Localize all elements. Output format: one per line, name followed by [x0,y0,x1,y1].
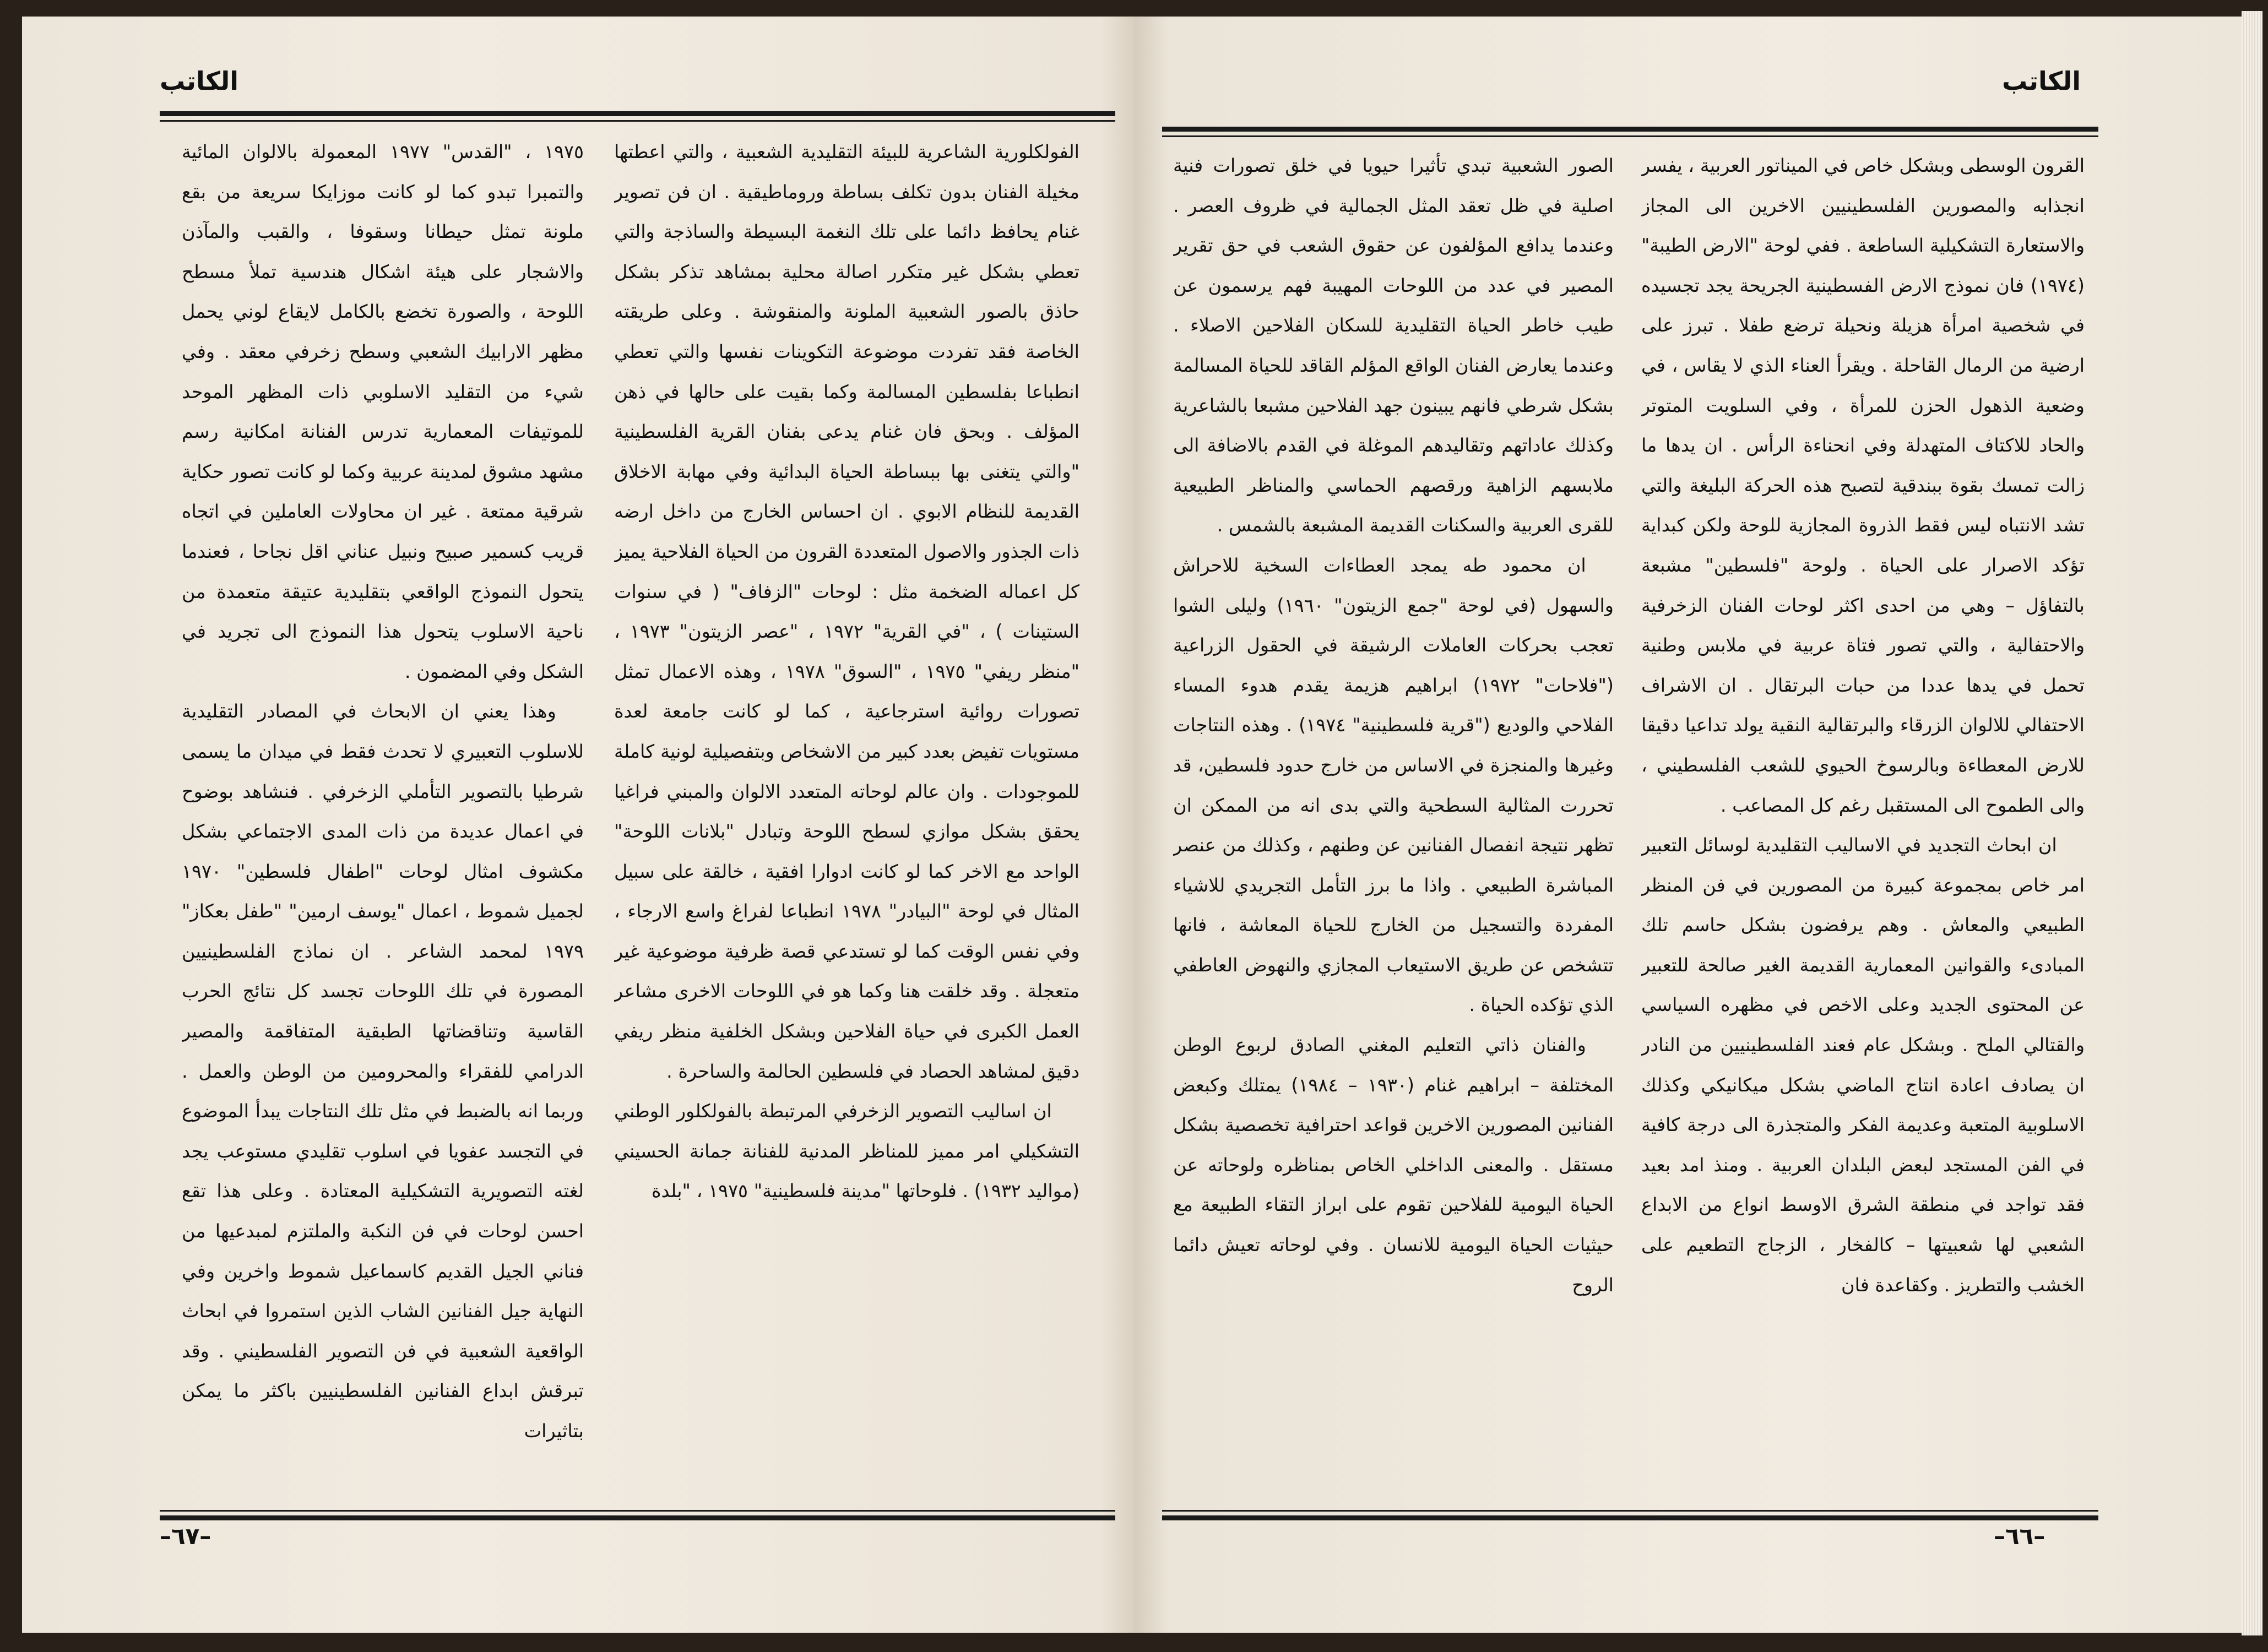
paragraph: والفنان ذاتي التعليم المغني الصادق لربوع الوطن المختلفة – ابراهيم غنام (١٩٣٠ – ١٩٨٤) يمتلك وكبعض الفنانين المصورين الاخرين قواعد احترافية تخصصية بشكل مستقل . والمعنى الداخلي الخاص بمناظره ولوحاته عن الحياة اليومية للفلاحين تقوم على ابراز التقاء الطبيعة مع حيثيات الحياة اليومية للانسان . وفي لوحاته تعيش دائما الروح [1173,1034,1614,1296]
paragraph: ان ابحاث التجديد في الاساليب التقليدية لوسائل التعبير امر خاص بمجموعة كبيرة من المصورين في فن المنظر الطبيعي والمعاش . وهم يرفضون بشكل حاسم تلك المبادىء والقوانين المعمارية القديمة الغير صالحة للتعبير عن المحتوى الجديد وعلى الاخص في مظهره السياسي والقتالي الملح . وبشكل عام فعند الفلسطينيين من النادر ان يصادف اعادة انتاج الماضي بشكل ميكانيكي وكذلك الاسلوبية المتعبة وعديمة الفكر والمتجذرة الى درجة كافية في الفن المستجد لبعض البلدان العربية . ومنذ امد بعيد فقد تواجد في منطقة الشرق الاوسط انواع من الابداع الشعبي لها شعبيتها – كالفخار ، الزجاج التطعيم على الخشب والتطريز . وكقاعدة فان [1641,834,2085,1296]
page-number-left: –٦٧– [160,1523,211,1550]
page-number-right: –٦٦– [1994,1523,2045,1550]
paragraph: وهذا يعني ان الابحاث في المصادر التقليدية للاسلوب التعبيري لا تحدث فقط في ميدان ما يسمى شرطيا بالتصوير التأملي الزخرفي . فنشاهد بوضوح في اعمال عديدة من ذات المدى الاجتماعي بشكل مكشوف امثال لوحات "اطفال فلسطين" ١٩٧٠ لجميل شموط ، اعمال "يوسف ارمين" "طفل بعكاز" ١٩٧٩ لمحمد الشاعر . ان نماذج الفلسطينيين المصورة في تلك اللوحات تجسد كل نتائج الحرب القاسية وتناقضاتها الطبقية المتفاقمة والمصير الدرامي للفقراء والمحرومين من الوطن والعمل . وربما انه بالضبط في مثل تلك النتاجات يبدأ الموضوع في التجسد عفويا في اسلوب تقليدي مستوعب يجد لغته التصويرية التشكيلية المعتادة . وعلى هذا تقع احسن لوحات في فن النكبة والملتزم لمبدعيها من فناني الجيل القديم كاسماعيل شموط واخرين وفي النهاية جيل الفنانين الشاب الذين استمروا في ابحاث الواقعية الشعبية في فن التصوير الفلسطيني . وقد تبرقش ابداع الفنانين الفلسطينيين باكثر ما يمكن بتاثيرات [182,700,584,1442]
paragraph: ١٩٧٥ ، "القدس" ١٩٧٧ المعمولة بالالوان المائية والتمبرا تبدو كما لو كانت موزايكا سريعة من بقع ملونة تمثل حيطانا وسقوفا ، والقبب والمآذن والاشجار على هيئة اشكال هندسية تملأ مسطح اللوحة ، والصورة تخضع بالكامل لايقاع لوني يحمل مظهر الارابيك الشعبي وسطح زخرفي معقد . وفي شيء من التقليد الاسلوبي ذات المظهر الموحد للموتيفات المعمارية تدرس الفنانة امكانية رسم مشهد مشوق لمدينة عربية وكما لو كانت تصور حكاية شرقية ممتعة . غير ان محاولات العاملين في اتجاه قريب كسمير صبيح ونبيل عناني اقل نجاحا ، فعندما يتحول النموذج الواقعي بتقليدية عتيقة متعمدة من ناحية الاسلوب يتحول هذا النموذج الى تجريد في الشكل وفي المضمون . [182,141,584,682]
header-rule-left [160,111,1115,116]
left-page [22,17,1135,1633]
header-rule-right [1162,127,2098,132]
header-rule-left-thin [160,120,1115,122]
paragraph: الصور الشعبية تبدي تأثيرا حيويا في خلق تصورات فنية اصلية في ظل تعقد المثل الجمالية في ظروف العصر . وعندما يدافع المؤلفون عن حقوق الشعب في حق تقرير المصير في عدد من اللوحات المهيبة فهم يرسمون عن طيب خاطر الحياة التقليدية للسكان الفلاحين الاصلاء . وعندما يعارض الفنان الواقع المؤلم القاقد للحياة المسالمة بشكل شرطي فانهم يبينون جهد الفلاحين مشبعا بالشاعرية وكذلك عاداتهم وتقاليدهم الموغلة في القدم بالاضافة الى ملابسهم الزاهية ورقصهم الحماسي والمناظر الطبيعية للقرى العربية والسكنات القديمة المشبعة بالشمس . [1173,155,1614,536]
header-rule-right-thin [1162,135,2098,137]
left-page-left-column [182,132,584,1531]
right-page-left-column [1173,146,1614,1525]
footer-rule-right [1162,1515,2098,1520]
page-edges [2242,11,2262,1635]
running-head-left: الكاتب [160,66,239,96]
paragraph: ان محمود طه يمجد العطاءات السخية للاحراش والسهول (في لوحة "جمع الزيتون" ١٩٦٠) وليلى الشوا تعجب بحركات العاملات الرشيقة في الحقول الزراعية ("فلاحات" ١٩٧٢) ابراهيم هزيمة يقدم هدوء المساء الفلاحي والوديع ("قرية فلسطينية" ١٩٧٤) . وهذه النتاجات وغيرها والمنجزة في الاساس من خارج حدود فلسطين، قد تحررت المثالية السطحية والتي بدى انه من الممكن ان تظهر نتيجة انفصال الفنانين عن وطنهم ، وكذلك من عنصر المباشرة الطبيعي . واذا ما برز التأمل التجريدي للاشياء المفردة والتسجيل من الخارج للحياة المعاشة ، فانها تتشخص عن طريق الاستيعاب المجازي والنهوض العاطفي الذي تؤكده الحياة . [1173,554,1614,1016]
footer-rule-left-thin [160,1510,1115,1512]
paragraph: ان اساليب التصوير الزخرفي المرتبطة بالفولكلور الوطني التشكيلي امر مميز للمناظر المدنية للفنانة جمانة الحسيني (مواليد ١٩٣٢) . فلوحاتها "مدينة فلسطينية" ١٩٧٥ ، "بلدة [614,1100,1079,1202]
footer-rule-left [160,1515,1115,1520]
left-page-right-column [614,132,1079,1531]
running-head-right: الكاتب [2002,66,2081,96]
right-page [1135,17,2242,1633]
paragraph: الفولكلورية الشاعرية للبيئة التقليدية الشعبية ، والتي اعطتها مخيلة الفنان بدون تكلف بساطة وروماطيقية . ان فن تصوير غنام يحافظ دائما على تلك النغمة البسيطة والساذجة والتي تعطي بشكل غير متكرر اصالة محلية بمشاهد تذكر بشكل حاذق بالصور الشعبية الملونة والمنقوشة . وعلى طريقته الخاصة فقد تفردت موضوعة التكوينات نفسها والتي تعطي انطباعا بفلسطين المسالمة وكما بقيت على حالها في ذهن المؤلف . وبحق فان غنام يدعى بفنان القرية الفلسطينية "والتي يتغنى بها ببساطة الحياة البدائية وفي مهابة الاخلاق القديمة للنظام الابوي . ان احساس الخارج من داخل ارضه ذات الجذور والاصول المتعددة القرون من الحياة الفلاحية يميز كل اعماله الضخمة مثل : لوحات "الزفاف" ( في سنوات الستينات ) ، "في القرية" ١٩٧٢ ، "عصر الزيتون" ١٩٧٣ ، "منظر ريفي" ١٩٧٥ ، "السوق" ١٩٧٨ ، وهذه الاعمال تمثل تصورات روائية استرجاعية ، كما لو كانت جامعة لعدة مستويات تفيض بعدد كبير من الاشخاص وبتفصيلية لونية كاملة للموجودات . وان عالم لوحاته المتعدد الالوان والمبني فراغيا يحقق بشكل موازي لسطح اللوحة وتبادل "بلانات اللوحة" الواحد مع الاخر كما لو كانت ادوارا افقية ، خالقة على سبيل المثال في لوحة "البيادر" ١٩٧٨ انطباعا لفراغ واسع الارجاء ، وفي نفس الوقت كما لو تستدعي قصة ظرفية موضوعية غير متعجلة . وقد خلقت هنا وكما هو في اللوحات الاخرى مشاعر العمل الكبرى في حياة الفلاحين وبشكل الخلفية منظر ريفي دقيق لمشاهد الحصاد في فلسطين الحالمة والساحرة . [614,141,1079,1082]
footer-rule-right-thin [1162,1510,2098,1512]
right-page-right-column [1641,146,2085,1525]
paragraph: القرون الوسطى وبشكل خاص في الميناتور العربية ، يفسر انجذابه والمصورين الفلسطينيين الاخرين الى المجاز والاستعارة التشكيلية الساطعة . ففي لوحة "الارض الطيبة" (١٩٧٤) فان نموذج الارض الفسطينية الجريحة يجد تجسيده في شخصية امرأة هزيلة ونحيلة ترضع طفلا . تبرز على ارضية من الرمال القاحلة . ويقرأ العناء الذي لا يقاس ، في وضعية الذهول الحزن للمرأة ، وفي السلويت المتوتر والحاد للاكتاف المتهدلة وفي انحناءة الرأس . ان يدها ما زالت تمسك بقوة ببندقية لتصبح هذه الحركة البليغة والتي تشد الانتباه ليس فقط الذروة المجازية للوحة ولكن كبداية تؤكد الاصرار على الحياة . ولوحة "فلسطين" مشبعة بالتفاؤل – وهي من احدى اكثر لوحات الفنان الزخرفية والاحتفالية ، والتي تصور فتاة عربية في ملابس وطنية تحمل في يدها عددا من حبات البرتقال . ان الاشراف الاحتفالي للالوان الزرقاء والبرتقالية النقية يولد تداعيا دقيقا للارض المعطاءة وبالرسوخ الحيوي للشعب الفلسطيني ، والى الطموح الى المستقبل رغم كل المصاعب . [1641,155,2085,816]
